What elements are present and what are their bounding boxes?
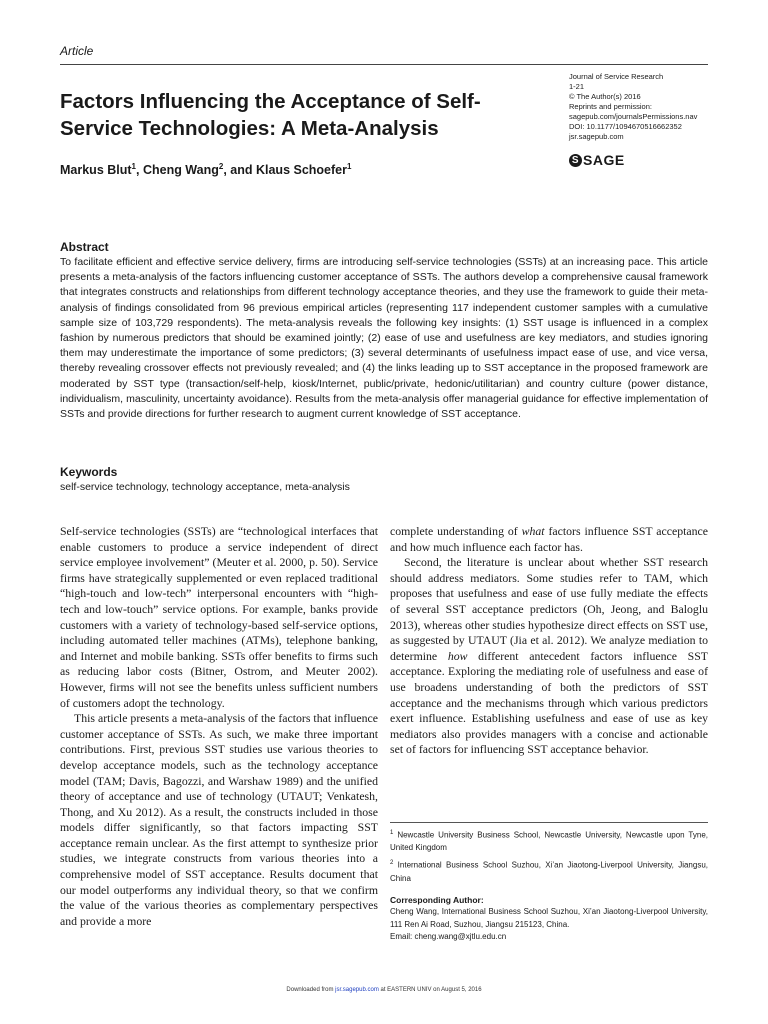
body-paragraph — [390, 524, 708, 555]
body-paragraph — [390, 555, 708, 758]
body-paragraph: This article presents a meta-analysis of the factors that influence customer acceptance of SSTs. As such, we make three important contributions. First, previous SST studies use various theories to develop acceptance models, such as the technology acceptance model (TAM; Davis, Bagozzi, and Warshaw 1989) and the unified theory of acceptance and use of technology (UTAUT; Venkatesh, Thong, and Xu 2012). As a result, the constructs included in those models differ significantly, so that factors impacting SST acceptance remain unclear. As the first attempt to synthesize prior studies, we integrate constructs from various theories into a comprehensive model of SST acceptance. Results document that our model outperforms any individual theory, so that we confirm the value of the various theories as complementary perspectives and provide a more — [60, 711, 378, 928]
footnote-marker: 1 — [390, 830, 394, 836]
abstract-section — [60, 240, 708, 422]
paper-title: Factors Influencing the Acceptance of Self-Service Technologies: A Meta-Analysis — [60, 90, 481, 140]
keywords-heading: Keywords — [60, 465, 118, 479]
author-separator: , and — [223, 163, 256, 178]
author-separator: , — [136, 163, 143, 178]
journal-site-link[interactable]: jsr.sagepub.com — [569, 132, 624, 141]
download-link[interactable]: jsr.sagepub.com — [335, 987, 379, 993]
footnotes — [390, 822, 708, 944]
corresponding-author-heading: Corresponding Author: — [390, 894, 484, 905]
doi[interactable]: DOI: 10.1177/1094670516662352 — [569, 122, 682, 131]
sage-logo-icon: S — [569, 154, 582, 167]
download-prefix: Downloaded from — [286, 987, 336, 993]
author-affiliation-marker: 1 — [131, 162, 136, 171]
abstract-heading: Abstract — [60, 240, 109, 254]
sage-logo — [569, 152, 625, 168]
corresponding-author-email[interactable]: Email: cheng.wang@xjtlu.edu.cn — [390, 932, 507, 942]
text-run: factors influence SST acceptance and how much influence each factor has. — [390, 524, 708, 554]
body-column-left — [60, 524, 378, 929]
emphasis: what — [521, 524, 545, 538]
journal-name: Journal of Service Research — [569, 72, 664, 81]
text-run: complete understanding of — [390, 524, 522, 538]
affiliation-footnote — [390, 857, 708, 884]
copyright: © The Author(s) 2016 — [569, 92, 641, 101]
author-affiliation-marker: 1 — [347, 162, 352, 171]
sage-logo-text: SAGE — [583, 152, 625, 168]
author-list — [60, 162, 351, 177]
download-suffix: at EASTERN UNIV on August 5, 2016 — [378, 987, 482, 993]
corresponding-author-text: Cheng Wang, International Business School Suzhou, Xi’an Jiaotong-Liverpool University, 111 Ren Ai Road, Suzhou, Jiangsu 215123, China. — [390, 907, 708, 929]
body-paragraph: Self-service technologies (SSTs) are “technological interfaces that enable customers to produce a service independent of direct service employee involvement” (Meuter et al. 2000, p. 50). Service firms have strategically supplemented or even replaced traditional “high-touch and low-tech” interpersonal encounters with “high-tech and low-touch” service options. For example, banks provide customers with a variety of technology-based self-service options, including automated teller machines (ATMs), telephone banking, and Internet and mobile banking. SSTs offer benefits to firms such as reducing labor costs (Bitner, Ostrom, and Meuter 2002). However, firms will not see the benefits unless sufficient numbers of customers adopt the technology. — [60, 524, 378, 710]
reprints-label: Reprints and permission: — [569, 102, 652, 111]
keywords-section — [60, 465, 708, 493]
affiliation-footnote — [390, 827, 708, 854]
journal-info — [569, 72, 729, 142]
author-name: Cheng Wang — [142, 163, 219, 178]
author-affiliation-marker: 2 — [218, 162, 224, 171]
footnote-marker: 2 — [390, 860, 394, 867]
header-divider — [60, 64, 708, 65]
author-name: Markus Blut — [60, 163, 132, 178]
author-name: Klaus Schoefer — [255, 163, 347, 178]
page-range: 1-21 — [569, 82, 585, 91]
article-type-label: Article — [60, 44, 94, 58]
footnote-text: International Business School Suzhou, Xi’an Jiaotong-Liverpool University, Jiangsu, China — [390, 861, 708, 883]
body-column-right — [390, 524, 708, 758]
download-notice — [0, 987, 768, 993]
permissions-link[interactable]: sagepub.com/journalsPermissions.nav — [569, 112, 698, 121]
keywords-text: self-service technology, technology acceptance, meta-analysis — [60, 481, 350, 493]
emphasis: how — [447, 648, 468, 663]
text-run: Second, the literature is unclear about whether SST research should address mediators. Some studies refer to TAM, which proposes that usefulness and ease of use fully mediate the effects of several SST acceptance predictors (Oh, Jeong, and Baloglu 2013), whereas other studies hypothesize direct effects on SST use, as suggested by UTAUT (Jia et al. 2012). We analyze mediation to determine — [390, 555, 708, 663]
abstract-text: To facilitate efficient and effective service delivery, firms are introducing self-service technologies (SSTs) at an increasing pace. This article presents a meta-analysis of the factors influencing customer acceptance of SSTs. The authors develop a comprehensive causal framework that integrates constructs and relationships from different technology acceptance theories, and they use the framework to guide their meta-analysis of findings consolidated from 96 previous empirical articles (representing 117 independent customer samples with a cumulative sample size of 103,729 respondents). The meta-analysis reveals the following key insights: (1) SST usage is influenced in a complex fashion by numerous predictors that should be examined jointly; (2) ease of use and usefulness are key mediators, and studies ignoring them may underestimate the importance of some predictors; (3) several determinants of usefulness impact ease of use, and vice versa, thereby revealing crossover effects not previously revealed; and (4) the links leading up to SST acceptance in the proposed framework are moderated by SST type (transaction/self-help, kiosk/Internet, public/private, hedonic/utilitarian) and country culture (power distance, individualism, masculinity, uncertainty avoidance). Results from the meta-analysis offer managerial guidance for effective implementation of SSTs and provide directions for further research to augment current knowledge of SST acceptance. — [60, 256, 708, 421]
text-run: different antecedent factors influence SST acceptance. Exploring the mediating role of usefulness and ease of use broadens understanding of both the predictors of SST acceptance and the mechanisms through which various predictors exert influence. Establishing usefulness and ease of use as key mediators also provides managers with a concise and actionable set of factors for influencing SST acceptance behavior. — [390, 648, 708, 757]
footnote-text: Newcastle University Business School, Newcastle University, Newcastle upon Tyne, United Kingdom — [390, 830, 708, 853]
